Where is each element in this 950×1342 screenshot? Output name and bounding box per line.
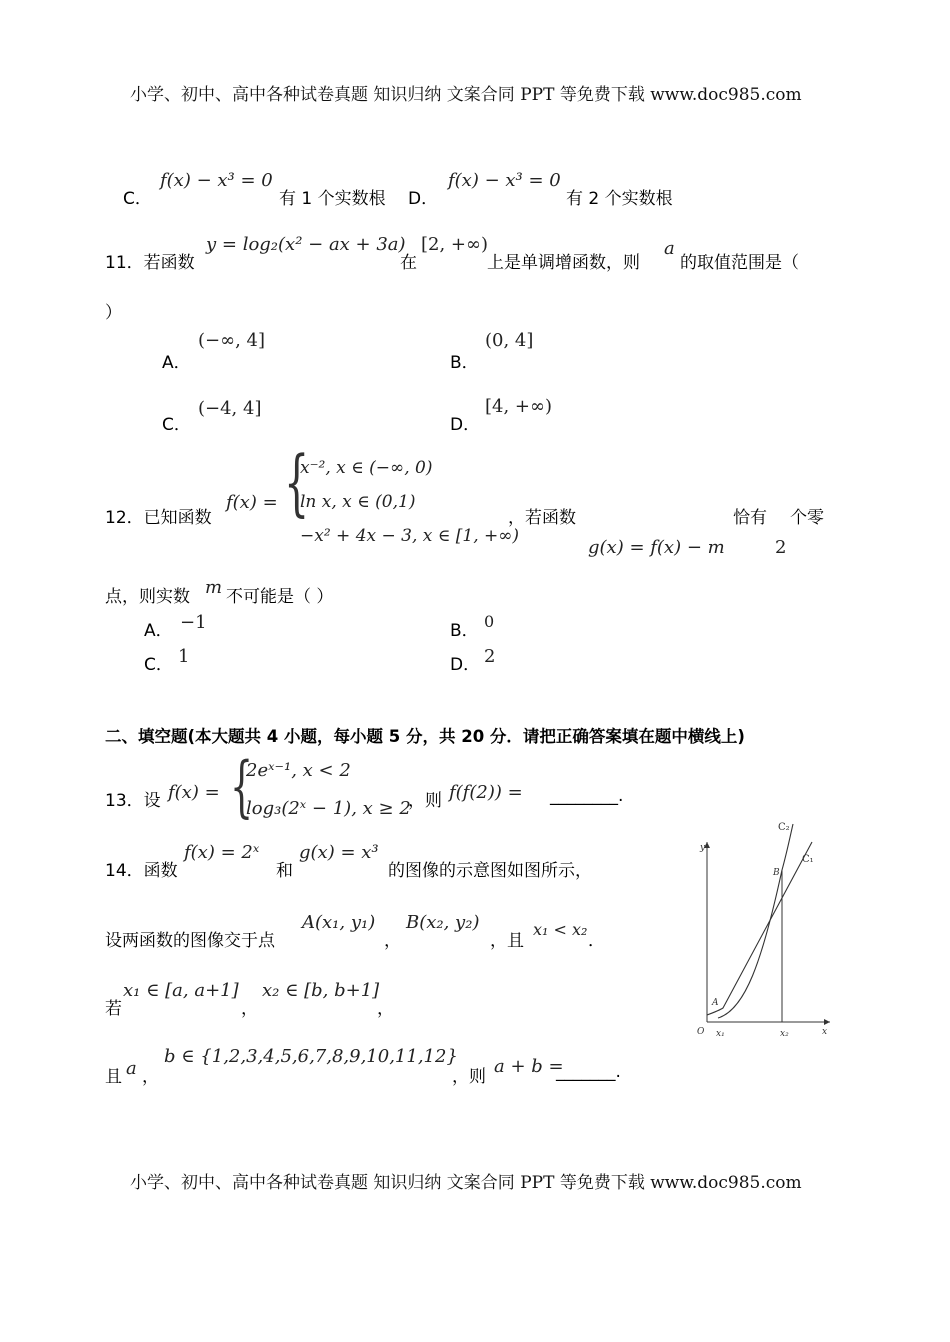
label-y: y bbox=[700, 843, 706, 853]
q11-function: y = log₂(x² − ax + 3a) bbox=[206, 234, 406, 255]
q14-comma-4: ， bbox=[142, 1067, 159, 1087]
q14-blank: _______. bbox=[556, 1062, 621, 1082]
q12-option-c-label: C． bbox=[144, 655, 173, 675]
label-point-b: B bbox=[773, 868, 780, 878]
q12-case-1: x⁻², x ∈ (−∞, 0) bbox=[300, 458, 433, 478]
q12-option-a-label: A． bbox=[144, 621, 173, 641]
q12-text2: 恰有 bbox=[733, 508, 767, 528]
q14-condition: x₁ < x₂ bbox=[533, 920, 588, 939]
page-footer: 小学、初中、高中各种试卷真题 知识归纳 文案合同 PPT 等免费下载 www.doc985.com bbox=[130, 1173, 802, 1193]
q14-comma-3: ， bbox=[377, 999, 394, 1019]
x-axis-arrow bbox=[824, 1019, 830, 1025]
q12-line2-b: 不可能是（ ） bbox=[226, 587, 334, 607]
q12-count: 2 bbox=[775, 537, 787, 558]
q12-line2-a: 点，则实数 bbox=[105, 587, 190, 607]
label-c1: C₁ bbox=[802, 854, 814, 865]
q11-option-d-value: [4, +∞) bbox=[485, 396, 553, 417]
q13-fx: f(x) = bbox=[168, 782, 220, 803]
q12-number: 12．已知函数 bbox=[105, 508, 212, 528]
q11-option-c-label: C． bbox=[162, 415, 191, 435]
q10-option-d-label: D． bbox=[408, 189, 439, 209]
q14-sum: a + b = bbox=[494, 1056, 564, 1077]
q11-number: 11．若函数 bbox=[105, 253, 195, 273]
label-point-a: A bbox=[712, 998, 719, 1008]
q11-interval: [2, +∞) bbox=[421, 234, 489, 255]
q11-var-a: a bbox=[664, 238, 675, 259]
q10-option-c-expr: f(x) − x³ = 0 bbox=[160, 170, 273, 191]
q12-option-d-label: D． bbox=[450, 655, 481, 675]
q11-option-a-value: (−∞, 4] bbox=[198, 330, 266, 351]
label-x2: x₂ bbox=[780, 1029, 789, 1039]
q13-expr: f(f(2)) = bbox=[449, 782, 523, 803]
q11-text1: 上是单调增函数，则 bbox=[487, 253, 640, 273]
q14-line4-a: 且 bbox=[105, 1067, 122, 1087]
q14-point-b: B(x₂, y₂) bbox=[406, 912, 480, 933]
q10-option-d-expr: f(x) − x³ = 0 bbox=[448, 170, 561, 191]
q14-line2-b: ，且 bbox=[490, 931, 524, 951]
q13-case-2: log₃(2ˣ − 1), x ≥ 2 bbox=[246, 798, 411, 819]
label-x1: x₁ bbox=[716, 1029, 725, 1039]
q14-comma-2: ， bbox=[241, 999, 258, 1019]
q12-text1: ，若函数 bbox=[508, 508, 576, 528]
q11-option-d-label: D． bbox=[450, 415, 481, 435]
q11-option-c-value: (−4, 4] bbox=[198, 398, 262, 419]
q11-close-paren: ） bbox=[105, 303, 122, 323]
q12-left-brace: { bbox=[284, 440, 310, 524]
q14-g: g(x) = x³ bbox=[299, 842, 379, 863]
q14-line2-a: 设两函数的图像交于点 bbox=[105, 931, 275, 951]
q13-text1: ，则 bbox=[408, 791, 442, 811]
q11-option-b-value: (0, 4] bbox=[485, 330, 534, 351]
q14-f: f(x) = 2ˣ bbox=[184, 842, 260, 863]
q12-option-c-value: 1 bbox=[178, 646, 190, 667]
q13-number: 13．设 bbox=[105, 791, 161, 811]
q12-option-b-value: 0 bbox=[484, 612, 495, 631]
q14-comma-1: ， bbox=[384, 931, 401, 951]
page-header: 小学、初中、高中各种试卷真题 知识归纳 文案合同 PPT 等免费下载 www.doc985.com bbox=[130, 85, 802, 105]
q12-option-d-value: 2 bbox=[484, 646, 496, 667]
q14-and: 和 bbox=[276, 861, 293, 881]
q14-text1: 的图像的示意图如图所示， bbox=[388, 861, 592, 881]
q14-period: ． bbox=[588, 931, 605, 951]
q11-option-b-label: B． bbox=[450, 353, 479, 373]
q14-line4-b: ，则 bbox=[452, 1067, 486, 1087]
q12-gx: g(x) = f(x) − m bbox=[588, 537, 725, 558]
q10-option-c-text: 有 1 个实数根 bbox=[279, 189, 386, 209]
q12-option-b-label: B． bbox=[450, 621, 479, 641]
q14-set: b ∈ {1,2,3,4,5,6,7,8,9,10,11,12} bbox=[164, 1046, 458, 1067]
label-x: x bbox=[822, 1027, 828, 1037]
q13-left-brace: { bbox=[230, 748, 254, 825]
q14-var-a: a bbox=[126, 1058, 137, 1079]
q11-text2: 的取值范围是（ bbox=[680, 253, 799, 273]
q12-option-a-value: −1 bbox=[180, 612, 207, 633]
q14-graph-figure bbox=[690, 812, 840, 1044]
label-c2: C₂ bbox=[778, 822, 790, 833]
q13-blank: ________. bbox=[550, 786, 624, 806]
q12-case-3: −x² + 4x − 3, x ∈ [1, +∞) bbox=[300, 526, 520, 546]
q10-option-d-text: 有 2 个实数根 bbox=[566, 189, 673, 209]
q12-case-2: ln x, x ∈ (0,1) bbox=[300, 492, 416, 512]
q14-x2-range: x₂ ∈ [b, b+1] bbox=[262, 980, 380, 1001]
q14-point-a: A(x₁, y₁) bbox=[302, 912, 376, 933]
q11-in: 在 bbox=[400, 253, 417, 273]
q13-case-1: 2eˣ⁻¹, x < 2 bbox=[246, 760, 351, 781]
q14-x1-range: x₁ ∈ [a, a+1] bbox=[123, 980, 239, 1001]
q14-number: 14．函数 bbox=[105, 861, 178, 881]
label-origin: O bbox=[697, 1027, 705, 1037]
section-2-title: 二、填空题(本大题共 4 小题，每小题 5 分，共 20 分．请把正确答案填在题中横线上) bbox=[105, 727, 745, 746]
q10-option-c-label: C． bbox=[123, 189, 152, 209]
q12-text3: 个零 bbox=[790, 508, 824, 528]
curve-c1 bbox=[707, 842, 812, 1015]
q12-var-m: m bbox=[205, 577, 223, 598]
q11-option-a-label: A． bbox=[162, 353, 191, 373]
q12-fx: f(x) = bbox=[226, 492, 278, 513]
q14-line3-a: 若 bbox=[105, 999, 122, 1019]
